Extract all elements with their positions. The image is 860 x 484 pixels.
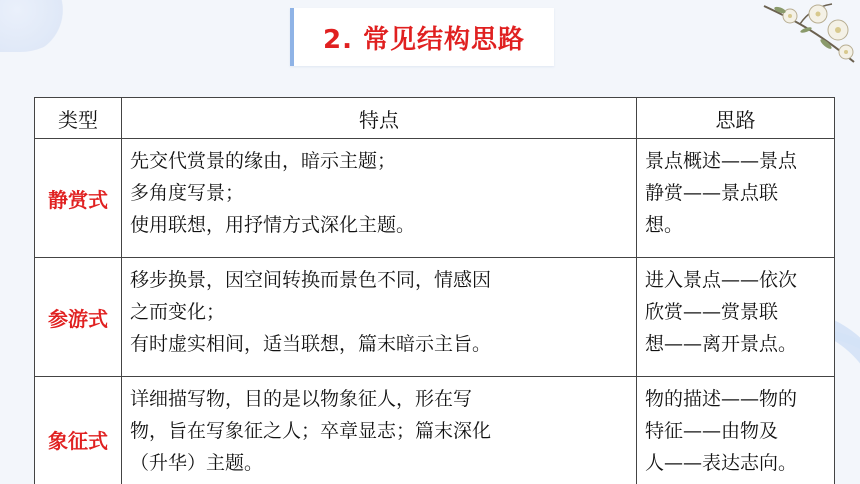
- idea-line: 人——表达志向。: [645, 452, 798, 474]
- type-label: 参游式: [48, 306, 108, 331]
- feature-line: 移步换景，因空间转换而景色不同，情感因: [130, 269, 492, 291]
- header-type: 类型: [35, 98, 122, 139]
- corner-decoration: [0, 0, 80, 52]
- type-label: 象征式: [48, 428, 108, 453]
- type-label: 静赏式: [48, 187, 108, 212]
- idea-line: 特征——由物及: [645, 420, 779, 442]
- table-row: [35, 258, 835, 377]
- features-cell: [122, 258, 637, 377]
- idea-line: 静赏——景点联: [645, 182, 779, 204]
- feature-line: 之而变化；: [130, 301, 226, 323]
- feature-line: 多角度写景；: [130, 182, 245, 204]
- ideas-cell: [637, 258, 835, 377]
- structure-table: [34, 97, 835, 484]
- idea-line: 想。: [645, 214, 684, 236]
- feature-line: 使用联想，用抒情方式深化主题。: [130, 214, 416, 236]
- title-box: [290, 8, 554, 66]
- feature-line: 物，旨在写象征之人；卒章显志；篇末深化: [130, 420, 492, 442]
- ideas-cell: [637, 139, 835, 258]
- features-cell: [122, 139, 637, 258]
- feature-line: （升华）主题。: [130, 452, 264, 474]
- feature-line: 有时虚实相间，适当联想，篇末暗示主旨。: [130, 333, 492, 355]
- header-features: 特点: [122, 98, 637, 139]
- flower-branch-icon: [760, 0, 856, 70]
- idea-line: 进入景点——依次: [645, 269, 798, 291]
- type-cell: [35, 377, 122, 484]
- ideas-cell: [637, 377, 835, 484]
- features-cell: [122, 377, 637, 484]
- feature-line: 先交代赏景的缘由，暗示主题；: [130, 150, 397, 172]
- header-ideas: 思路: [637, 98, 835, 139]
- page-title: 2. 常见结构思路: [322, 24, 526, 55]
- feature-line: 详细描写物，目的是以物象征人，形在写: [130, 388, 473, 410]
- type-cell: [35, 258, 122, 377]
- idea-line: 欣赏——赏景联: [645, 301, 779, 323]
- idea-line: 景点概述——景点: [645, 150, 798, 172]
- idea-line: 物的描述——物的: [645, 388, 798, 410]
- table-row: [35, 377, 835, 484]
- type-cell: [35, 139, 122, 258]
- table-header-row: [35, 98, 835, 139]
- idea-line: 想——离开景点。: [645, 333, 798, 355]
- table-row: [35, 139, 835, 258]
